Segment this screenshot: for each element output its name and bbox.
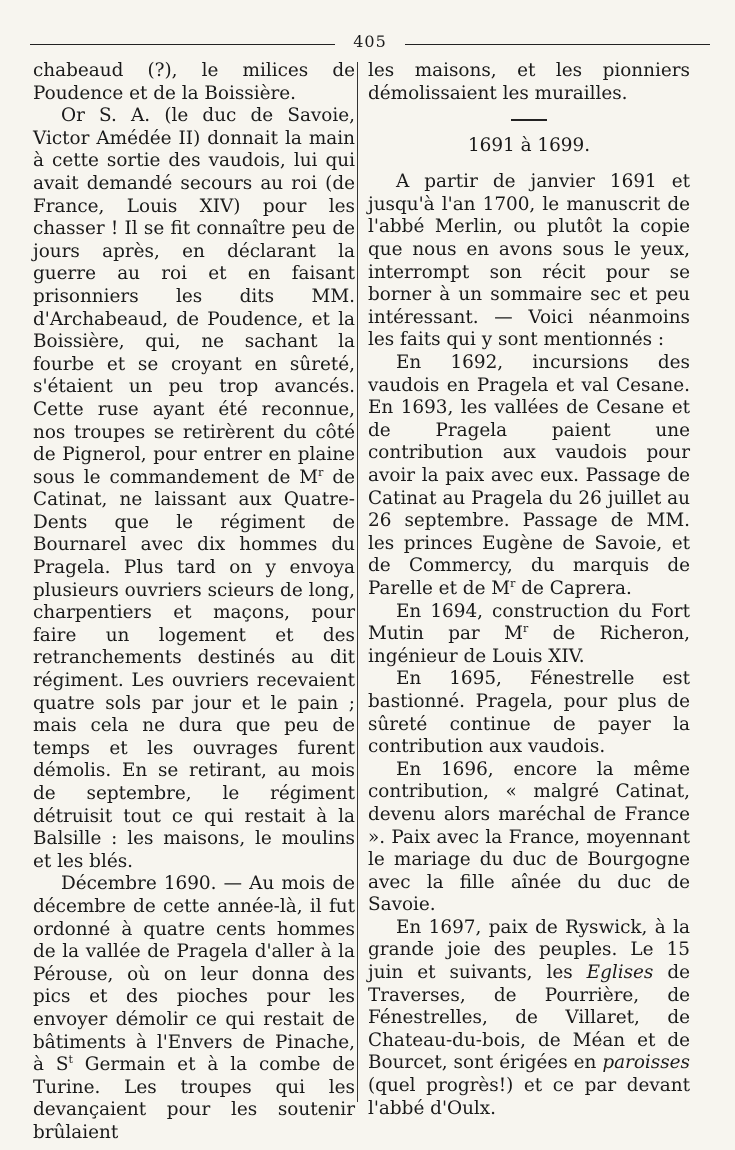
left-column [33,60,355,1145]
page-header [30,32,710,54]
right-paragraph-5: En 1695, Fénestrelle est bastionné. Pragela, pour plus de sûreté continue de payer la contribution aux vaudois. [368,668,690,758]
left-paragraph-3-tail: Germain et à la combe de Turine. Les troupes qui les devançaient pour les soutenir brûlaient [33,1054,355,1143]
right-paragraph-2: A partir de janvier 1691 et jusqu'à l'an 1700, le manuscrit de l'abbé Merlin, ou plutôt la copie que nous en avons sous le yeux, interrompt son récit pour se borner à un sommaire sec et peu intéressant. — Voici néanmoins les faits qui y sont mentionnés : [368,171,690,351]
section-title: 1691 à 1699. [467,134,591,156]
right-paragraph-7-italic-2: paroisses [602,1052,690,1074]
right-paragraph-7-text-c: (quel progrès!) et ce par devant l'abbé d'Oulx. [368,1075,690,1119]
left-paragraph-1: chabeaud (?), le milices de Poudence et de la Boissière. [33,60,355,104]
right-paragraph-4 [368,601,690,669]
header-rule-left [30,44,335,45]
right-paragraph-7 [368,917,690,1120]
right-paragraph-3-tail: de Caprera. [515,577,632,599]
left-paragraph-3 [33,873,355,1144]
left-paragraph-3-superscript: t [68,1053,73,1066]
page-number: 405 [353,32,387,51]
right-paragraph-1: les maisons, et les pionniers démolissaient les murailles. [368,60,690,104]
right-paragraph-3-superscript: r [510,576,516,590]
right-paragraph-6: En 1696, encore la même contribution, « malgré Catinat, devenu alors maréchal de France ». Paix avec la France, moyennant le mariage du duc de Bourgogne avec la fille aînée du duc de Savoie. [368,758,690,916]
right-paragraph-7-italic-1: Eglises [586,962,654,984]
right-column [368,60,690,1120]
header-rule-right [405,44,710,45]
right-paragraph-3-text: En 1692, incursions des vaudois en Pragela et val Cesane. En 1693, les vallées de Cesane et de Pragela paient une contribution aux vaudois pour avoir la paix avec eux. Passage de Catinat au Pragela du 26 juillet au 26 septembre. Passage de MM. les princes Eugène de Savoie, et de Commercy, du marquis de Parelle et de M [368,352,690,599]
left-paragraph-2 [33,105,355,873]
left-paragraph-2-superscript: r [318,465,324,479]
right-paragraph-4-superscript: r [522,622,529,636]
column-divider [357,62,358,1102]
left-paragraph-2-tail: de Catinat, ne laissant aux Quatre-Dents que le régiment de Bournarel avec dix hommes du Pragela. Plus tard on y envoya plusieurs ouvriers scieurs de long, charpentiers et maçons, pour faire un logement et des retranchements destinés au dit régiment. Les ouvriers recevaient quatre sols par jour et le pain ; mais cela ne dura que peu de temps et les ouvrages furent démolis. En se retirant, au mois de septembre, le régiment détruisit tout ce qui restait à la Balsille : les maisons, le moulins et les blés. [33,466,355,872]
right-paragraph-4-tail: de Richeron, ingénieur de Louis XIV. [368,623,690,667]
section-separator [511,119,547,121]
left-paragraph-2-text: Or S. A. (le duc de Savoie, Victor Amédée II) donnait la main à cette sortie des vaudois, lui qui avait demandé secours au roi (de France, Louis XIV) pour les chasser ! Il se fit connaître peu de jours après, en déclarant la guerre au roi et en faisant prisonniers les dits MM. d'Archabeaud, de Poudence, et la Boissière, qui, ne sachant la fourbe et se croyant en sûreté, s'étaient un peu trop avancés. Cette ruse ayant été reconnue, nos troupes se retirèrent du côté de Pignerol, pour entrer en plaine sous le commandement de M [33,105,355,488]
left-paragraph-3-text: Décembre 1690. — Au mois de décembre de cette année-là, il fut ordonné à quatre cents hommes de la vallée de Pragela d'aller à la Pérouse, où on leur donna des pics et des pioches pour les envoyer démolir ce qui restait de bâtiments à l'Envers de Pinache, à S [33,873,355,1076]
right-paragraph-7-text-b: de Traverses, de Pourrière, de Fénestrelles, de Villaret, de Chateau-du-bois, de Méan et de Bourcet, sont érigées en [368,962,690,1074]
right-paragraph-3 [368,352,690,601]
right-paragraph-4-text: En 1694, construction du Fort Mutin par M [368,600,690,645]
right-paragraph-7-text-a: En 1697, paix de Ryswick, à la grande joie des peuples. Le 15 juin et suivants, les [368,916,690,984]
